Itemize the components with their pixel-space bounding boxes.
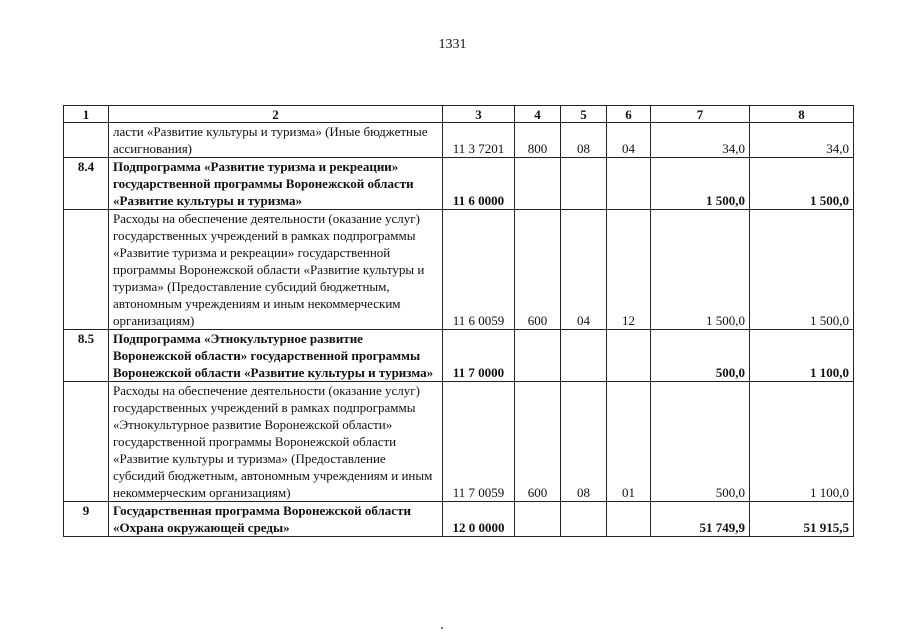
row-subsection: 12 xyxy=(607,210,651,330)
column-header: 7 xyxy=(651,106,750,123)
column-header: 8 xyxy=(750,106,854,123)
row-name: Расходы на обеспечение деятельности (оказание услуг) государственных учреждений в рамках подпрограммы «Развитие туризма и рекреации» государственной программы Воронежской области «Развитие культуры и туризма» (Предоставление субсидий бюджетным, автономным учреждениям и иным некоммерческим организациям) xyxy=(109,210,443,330)
table-row xyxy=(64,158,854,210)
row-section: 04 xyxy=(561,210,607,330)
row-sum-2: 1 500,0 xyxy=(750,158,854,210)
row-section xyxy=(561,330,607,382)
row-code: 11 6 0000 xyxy=(443,158,515,210)
row-subsection xyxy=(607,502,651,537)
row-code: 11 6 0059 xyxy=(443,210,515,330)
row-expense-type: 600 xyxy=(515,210,561,330)
row-expense-type xyxy=(515,330,561,382)
table-row xyxy=(64,123,854,158)
row-subsection xyxy=(607,330,651,382)
row-sum-1: 500,0 xyxy=(651,330,750,382)
row-sum-2: 51 915,5 xyxy=(750,502,854,537)
row-name: ласти «Развитие культуры и туризма» (Иные бюджетные ассигнования) xyxy=(109,123,443,158)
row-code: 11 7 0000 xyxy=(443,330,515,382)
row-name: Расходы на обеспечение деятельности (оказание услуг) государственных учреждений в рамках подпрограммы «Этнокультурное развитие Воронежской области» государственной программы Воронежской области «Развитие культуры и туризма» (Предоставление субсидий бюджетным, автономным учреждениям и иным некоммерческим организациям) xyxy=(109,382,443,502)
row-subsection: 01 xyxy=(607,382,651,502)
row-number: 8.5 xyxy=(64,330,109,382)
row-number: 8.4 xyxy=(64,158,109,210)
row-name: Государственная программа Воронежской области «Охрана окружающей среды» xyxy=(109,502,443,537)
column-header: 1 xyxy=(64,106,109,123)
row-name: Подпрограмма «Развитие туризма и рекреации» государственной программы Воронежской области «Развитие культуры и туризма» xyxy=(109,158,443,210)
row-code: 12 0 0000 xyxy=(443,502,515,537)
row-expense-type: 800 xyxy=(515,123,561,158)
row-number xyxy=(64,382,109,502)
row-sum-2: 1 500,0 xyxy=(750,210,854,330)
column-header: 4 xyxy=(515,106,561,123)
row-expense-type xyxy=(515,502,561,537)
row-number xyxy=(64,123,109,158)
row-section xyxy=(561,502,607,537)
row-sum-2: 34,0 xyxy=(750,123,854,158)
row-section xyxy=(561,158,607,210)
row-expense-type: 600 xyxy=(515,382,561,502)
row-name: Подпрограмма «Этнокультурное развитие Воронежской области» государственной программы Воронежской области «Развитие культуры и туризма» xyxy=(109,330,443,382)
scan-speck xyxy=(441,627,443,629)
row-expense-type xyxy=(515,158,561,210)
row-section: 08 xyxy=(561,123,607,158)
column-header: 3 xyxy=(443,106,515,123)
row-section: 08 xyxy=(561,382,607,502)
row-sum-2: 1 100,0 xyxy=(750,382,854,502)
row-number xyxy=(64,210,109,330)
row-sum-1: 34,0 xyxy=(651,123,750,158)
column-header: 6 xyxy=(607,106,651,123)
row-number: 9 xyxy=(64,502,109,537)
column-header: 5 xyxy=(561,106,607,123)
budget-table xyxy=(63,105,854,537)
row-subsection: 04 xyxy=(607,123,651,158)
row-code: 11 3 7201 xyxy=(443,123,515,158)
table-row xyxy=(64,330,854,382)
row-sum-1: 1 500,0 xyxy=(651,210,750,330)
table-row xyxy=(64,382,854,502)
page-number: 1331 xyxy=(438,37,467,52)
row-code: 11 7 0059 xyxy=(443,382,515,502)
column-header: 2 xyxy=(109,106,443,123)
row-sum-2: 1 100,0 xyxy=(750,330,854,382)
table-row xyxy=(64,210,854,330)
table-header-row xyxy=(64,106,854,123)
row-subsection xyxy=(607,158,651,210)
row-sum-1: 1 500,0 xyxy=(651,158,750,210)
table-row xyxy=(64,502,854,537)
row-sum-1: 51 749,9 xyxy=(651,502,750,537)
row-sum-1: 500,0 xyxy=(651,382,750,502)
